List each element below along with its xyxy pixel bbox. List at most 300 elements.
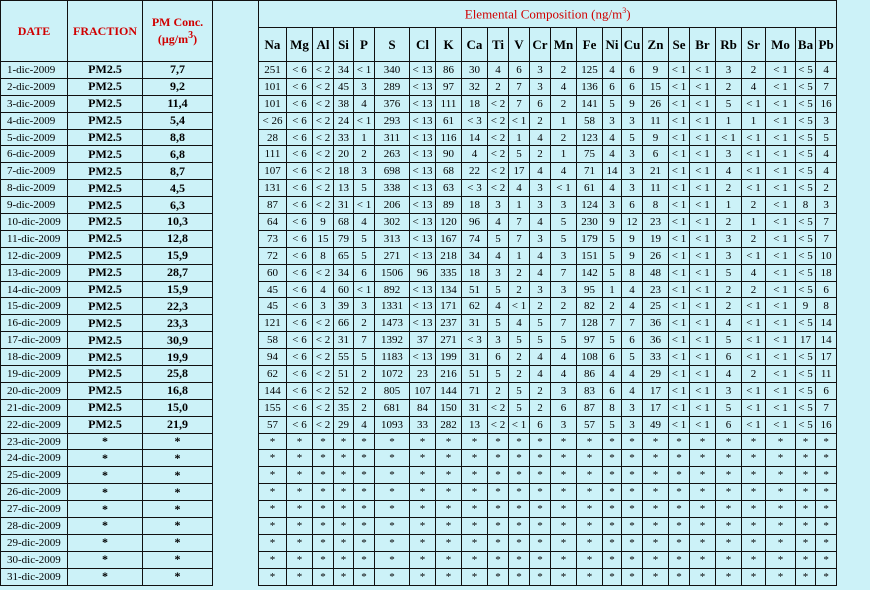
value-cell-mn: * — [551, 551, 577, 568]
value-cell-cr: 4 — [530, 366, 551, 383]
value-cell-cl: < 13 — [410, 247, 436, 264]
value-cell-na: * — [259, 534, 287, 551]
value-cell-fe: * — [577, 450, 603, 467]
value-cell-cl: < 13 — [410, 180, 436, 197]
value-cell-mn: 2 — [551, 95, 577, 112]
value-cell-se: * — [669, 501, 690, 518]
value-cell-s: 271 — [375, 247, 410, 264]
value-cell-cu: 6 — [622, 197, 643, 214]
element-header-rb: Rb — [716, 28, 742, 62]
fraction-cell: PM2.5 — [68, 95, 143, 112]
value-cell-br: < 1 — [690, 315, 716, 332]
value-cell-al: * — [313, 501, 334, 518]
value-cell-fe: 142 — [577, 264, 603, 281]
table-row — [1, 62, 837, 79]
value-cell-cu: * — [622, 534, 643, 551]
value-cell-cu: 8 — [622, 264, 643, 281]
value-cell-cr: 2 — [530, 382, 551, 399]
header-pm-conc — [143, 1, 213, 62]
value-cell-v: * — [509, 568, 530, 585]
value-cell-ni: 14 — [603, 163, 622, 180]
value-cell-rb: 5 — [716, 95, 742, 112]
element-header-zn: Zn — [643, 28, 669, 62]
value-cell-br: < 1 — [690, 214, 716, 231]
value-cell-mg: < 6 — [287, 315, 313, 332]
value-cell-al: < 2 — [313, 315, 334, 332]
value-cell-s: 1392 — [375, 332, 410, 349]
fraction-cell: PM2.5 — [68, 214, 143, 231]
value-cell-mn: 3 — [551, 247, 577, 264]
value-cell-zn: 17 — [643, 399, 669, 416]
value-cell-k: * — [436, 568, 462, 585]
value-cell-cu: 9 — [622, 247, 643, 264]
value-cell-pb: 4 — [816, 146, 837, 163]
value-cell-v: 5 — [509, 399, 530, 416]
value-cell-si: 35 — [334, 399, 354, 416]
value-cell-sr: < 1 — [742, 315, 766, 332]
value-cell-v: * — [509, 433, 530, 450]
value-cell-se: < 1 — [669, 366, 690, 383]
value-cell-ba: < 5 — [796, 349, 816, 366]
value-cell-ni: * — [603, 568, 622, 585]
value-cell-na: 73 — [259, 230, 287, 247]
value-cell-cr: 4 — [530, 247, 551, 264]
value-cell-br: < 1 — [690, 349, 716, 366]
value-cell-na: 72 — [259, 247, 287, 264]
value-cell-zn: 36 — [643, 332, 669, 349]
value-cell-rb: 4 — [716, 163, 742, 180]
value-cell-rb: * — [716, 450, 742, 467]
value-cell-cu: * — [622, 501, 643, 518]
spacer-cell — [213, 214, 259, 231]
value-cell-fe: 141 — [577, 95, 603, 112]
value-cell-cl: < 13 — [410, 214, 436, 231]
value-cell-ni: 5 — [603, 95, 622, 112]
value-cell-se: < 1 — [669, 163, 690, 180]
value-cell-cr: 3 — [530, 62, 551, 79]
value-cell-ca: 14 — [462, 129, 488, 146]
value-cell-ca: * — [462, 518, 488, 535]
value-cell-rb: 3 — [716, 146, 742, 163]
value-cell-ba: < 5 — [796, 315, 816, 332]
value-cell-k: * — [436, 551, 462, 568]
value-cell-mg: * — [287, 484, 313, 501]
value-cell-mo: < 1 — [766, 230, 796, 247]
value-cell-ba: < 5 — [796, 129, 816, 146]
element-header-mg: Mg — [287, 28, 313, 62]
element-header-si: Si — [334, 28, 354, 62]
value-cell-br: < 1 — [690, 416, 716, 433]
value-cell-cl: < 13 — [410, 349, 436, 366]
value-cell-cr: 6 — [530, 95, 551, 112]
element-header-k: K — [436, 28, 462, 62]
value-cell-ca: 51 — [462, 281, 488, 298]
value-cell-al: < 2 — [313, 180, 334, 197]
value-cell-zn: * — [643, 467, 669, 484]
value-cell-ba: < 5 — [796, 366, 816, 383]
fraction-cell: PM2.5 — [68, 264, 143, 281]
value-cell-pb: * — [816, 518, 837, 535]
pm-conc-cell: 30,9 — [143, 332, 213, 349]
value-cell-v: 2 — [509, 264, 530, 281]
date-cell: 27-dic-2009 — [1, 501, 68, 518]
value-cell-al: < 2 — [313, 399, 334, 416]
value-cell-k: * — [436, 484, 462, 501]
pm-conc-cell: 15,0 — [143, 399, 213, 416]
value-cell-na: * — [259, 484, 287, 501]
pm-conc-cell: * — [143, 534, 213, 551]
value-cell-ba: * — [796, 433, 816, 450]
value-cell-pb: 3 — [816, 112, 837, 129]
value-cell-se: < 1 — [669, 382, 690, 399]
element-header-s: S — [375, 28, 410, 62]
value-cell-rb: 2 — [716, 180, 742, 197]
value-cell-ba: < 5 — [796, 416, 816, 433]
fraction-cell: PM2.5 — [68, 146, 143, 163]
value-cell-s: * — [375, 433, 410, 450]
value-cell-sr: * — [742, 534, 766, 551]
value-cell-na: * — [259, 568, 287, 585]
value-cell-k: * — [436, 534, 462, 551]
pm-conc-cell: * — [143, 450, 213, 467]
value-cell-ni: 4 — [603, 146, 622, 163]
value-cell-ba: * — [796, 501, 816, 518]
value-cell-si: * — [334, 433, 354, 450]
value-cell-se: * — [669, 568, 690, 585]
value-cell-ti: 2 — [488, 78, 509, 95]
value-cell-cr: 3 — [530, 281, 551, 298]
fraction-cell: PM2.5 — [68, 349, 143, 366]
value-cell-mn: 2 — [551, 129, 577, 146]
value-cell-sr: < 1 — [742, 146, 766, 163]
pm-conc-cell: * — [143, 551, 213, 568]
value-cell-mn: 4 — [551, 78, 577, 95]
pm-conc-cell: 19,9 — [143, 349, 213, 366]
value-cell-br: * — [690, 450, 716, 467]
value-cell-cr: * — [530, 450, 551, 467]
value-cell-ti: 3 — [488, 264, 509, 281]
value-cell-p: 4 — [354, 95, 375, 112]
value-cell-ca: 74 — [462, 230, 488, 247]
value-cell-v: 4 — [509, 180, 530, 197]
value-cell-pb: 16 — [816, 416, 837, 433]
table-row — [1, 112, 837, 129]
value-cell-mg: * — [287, 534, 313, 551]
value-cell-ni: 4 — [603, 366, 622, 383]
value-cell-p: 2 — [354, 146, 375, 163]
value-cell-ni: * — [603, 484, 622, 501]
value-cell-ti: < 2 — [488, 129, 509, 146]
value-cell-ti: * — [488, 534, 509, 551]
value-cell-zn: 33 — [643, 349, 669, 366]
value-cell-mo: * — [766, 518, 796, 535]
value-cell-br: * — [690, 518, 716, 535]
value-cell-sr: 2 — [742, 62, 766, 79]
value-cell-cl: < 13 — [410, 146, 436, 163]
value-cell-zn: 29 — [643, 366, 669, 383]
table-row — [1, 399, 837, 416]
value-cell-mo: < 1 — [766, 349, 796, 366]
value-cell-br: * — [690, 534, 716, 551]
value-cell-s: 376 — [375, 95, 410, 112]
value-cell-mo: * — [766, 484, 796, 501]
value-cell-ti: 6 — [488, 349, 509, 366]
value-cell-se: < 1 — [669, 129, 690, 146]
value-cell-mn: < 1 — [551, 180, 577, 197]
value-cell-mo: * — [766, 433, 796, 450]
fraction-cell: * — [68, 450, 143, 467]
pm-conc-cell: * — [143, 518, 213, 535]
fraction-cell: PM2.5 — [68, 62, 143, 79]
element-header-cl: Cl — [410, 28, 436, 62]
table-row — [1, 349, 837, 366]
value-cell-v: 4 — [509, 315, 530, 332]
pm-conc-cell: 23,3 — [143, 315, 213, 332]
value-cell-mg: * — [287, 568, 313, 585]
value-cell-v: < 1 — [509, 298, 530, 315]
value-cell-cr: 5 — [530, 315, 551, 332]
value-cell-sr: < 1 — [742, 129, 766, 146]
value-cell-cu: * — [622, 551, 643, 568]
value-cell-cl: < 13 — [410, 315, 436, 332]
pm-conc-cell: 8,7 — [143, 163, 213, 180]
value-cell-zn: * — [643, 501, 669, 518]
value-cell-cl: < 13 — [410, 112, 436, 129]
date-cell: 18-dic-2009 — [1, 349, 68, 366]
value-cell-na: 94 — [259, 349, 287, 366]
value-cell-cr: 2 — [530, 112, 551, 129]
value-cell-fe: 108 — [577, 349, 603, 366]
value-cell-fe: * — [577, 568, 603, 585]
value-cell-p: * — [354, 484, 375, 501]
value-cell-ni: * — [603, 518, 622, 535]
value-cell-cr: * — [530, 467, 551, 484]
value-cell-rb: 4 — [716, 315, 742, 332]
date-cell: 20-dic-2009 — [1, 382, 68, 399]
value-cell-si: * — [334, 467, 354, 484]
value-cell-rb: 6 — [716, 349, 742, 366]
value-cell-mn: * — [551, 568, 577, 585]
value-cell-s: * — [375, 551, 410, 568]
value-cell-cr: * — [530, 551, 551, 568]
value-cell-se: < 1 — [669, 146, 690, 163]
value-cell-s: 311 — [375, 129, 410, 146]
pm-conc-cell: 4,5 — [143, 180, 213, 197]
value-cell-na: 64 — [259, 214, 287, 231]
value-cell-ba: < 5 — [796, 112, 816, 129]
value-cell-mn: * — [551, 450, 577, 467]
value-cell-p: * — [354, 433, 375, 450]
value-cell-mn: 2 — [551, 62, 577, 79]
spacer-cell — [213, 95, 259, 112]
value-cell-s: * — [375, 501, 410, 518]
value-cell-sr: 2 — [742, 230, 766, 247]
spacer-cell — [213, 518, 259, 535]
value-cell-mg: < 6 — [287, 349, 313, 366]
value-cell-na: 57 — [259, 416, 287, 433]
value-cell-sr: * — [742, 484, 766, 501]
value-cell-v: * — [509, 450, 530, 467]
value-cell-s: * — [375, 450, 410, 467]
pm-conc-cell: 11,4 — [143, 95, 213, 112]
value-cell-al: * — [313, 518, 334, 535]
value-cell-v: 2 — [509, 349, 530, 366]
table-row — [1, 416, 837, 433]
value-cell-na: 62 — [259, 366, 287, 383]
value-cell-sr: * — [742, 501, 766, 518]
table-row — [1, 518, 837, 535]
value-cell-mg: < 6 — [287, 62, 313, 79]
value-cell-fe: * — [577, 518, 603, 535]
value-cell-cu: 5 — [622, 129, 643, 146]
value-cell-k: 90 — [436, 146, 462, 163]
value-cell-mn: * — [551, 484, 577, 501]
value-cell-br: * — [690, 467, 716, 484]
value-cell-cr: 4 — [530, 349, 551, 366]
value-cell-rb: * — [716, 484, 742, 501]
value-cell-v: < 1 — [509, 416, 530, 433]
value-cell-mg: < 6 — [287, 366, 313, 383]
table-row — [1, 180, 837, 197]
value-cell-se: < 1 — [669, 214, 690, 231]
value-cell-ba: * — [796, 484, 816, 501]
value-cell-mn: * — [551, 433, 577, 450]
value-cell-al: < 2 — [313, 197, 334, 214]
value-cell-rb: 1 — [716, 112, 742, 129]
date-cell: 29-dic-2009 — [1, 534, 68, 551]
pm-conc-cell: * — [143, 433, 213, 450]
value-cell-v: 1 — [509, 247, 530, 264]
value-cell-si: 20 — [334, 146, 354, 163]
value-cell-mg: * — [287, 467, 313, 484]
value-cell-al: < 2 — [313, 349, 334, 366]
value-cell-mo: < 1 — [766, 281, 796, 298]
value-cell-si: 18 — [334, 163, 354, 180]
value-cell-v: 1 — [509, 129, 530, 146]
value-cell-mn: 1 — [551, 146, 577, 163]
value-cell-k: 150 — [436, 399, 462, 416]
value-cell-s: 206 — [375, 197, 410, 214]
element-header-ca: Ca — [462, 28, 488, 62]
value-cell-ni: 8 — [603, 399, 622, 416]
value-cell-mg: < 6 — [287, 416, 313, 433]
value-cell-cu: * — [622, 433, 643, 450]
value-cell-cr: 6 — [530, 416, 551, 433]
value-cell-v: 7 — [509, 230, 530, 247]
value-cell-zn: 49 — [643, 416, 669, 433]
value-cell-s: 1331 — [375, 298, 410, 315]
value-cell-ni: * — [603, 450, 622, 467]
element-header-cr: Cr — [530, 28, 551, 62]
value-cell-mn: 5 — [551, 214, 577, 231]
value-cell-cu: 5 — [622, 349, 643, 366]
value-cell-ba: < 5 — [796, 163, 816, 180]
value-cell-br: < 1 — [690, 62, 716, 79]
value-cell-zn: * — [643, 568, 669, 585]
date-cell: 16-dic-2009 — [1, 315, 68, 332]
value-cell-ti: * — [488, 518, 509, 535]
element-header-v: V — [509, 28, 530, 62]
value-cell-pb: 7 — [816, 399, 837, 416]
value-cell-cr: 3 — [530, 180, 551, 197]
value-cell-mg: < 6 — [287, 112, 313, 129]
value-cell-sr: * — [742, 433, 766, 450]
value-cell-ti: * — [488, 433, 509, 450]
value-cell-na: * — [259, 450, 287, 467]
value-cell-cu: 7 — [622, 315, 643, 332]
date-cell: 11-dic-2009 — [1, 230, 68, 247]
date-cell: 24-dic-2009 — [1, 450, 68, 467]
value-cell-k: * — [436, 518, 462, 535]
date-cell: 8-dic-2009 — [1, 180, 68, 197]
spacer-cell — [213, 501, 259, 518]
date-cell: 1-dic-2009 — [1, 62, 68, 79]
value-cell-al: * — [313, 484, 334, 501]
fraction-cell: * — [68, 467, 143, 484]
value-cell-se: < 1 — [669, 416, 690, 433]
value-cell-cr: 3 — [530, 197, 551, 214]
value-cell-ba: < 5 — [796, 382, 816, 399]
value-cell-mn: 1 — [551, 112, 577, 129]
value-cell-se: * — [669, 534, 690, 551]
value-cell-cl: 107 — [410, 382, 436, 399]
value-cell-ba: < 5 — [796, 146, 816, 163]
value-cell-mg: < 6 — [287, 95, 313, 112]
value-cell-k: 63 — [436, 180, 462, 197]
value-cell-mo: < 1 — [766, 146, 796, 163]
value-cell-cr: 2 — [530, 399, 551, 416]
value-cell-cr: * — [530, 534, 551, 551]
value-cell-br: < 1 — [690, 230, 716, 247]
value-cell-al: < 2 — [313, 62, 334, 79]
value-cell-cu: 6 — [622, 78, 643, 95]
value-cell-s: 338 — [375, 180, 410, 197]
spacer-cell — [213, 433, 259, 450]
value-cell-ca: * — [462, 484, 488, 501]
value-cell-mg: * — [287, 551, 313, 568]
value-cell-ca: 71 — [462, 382, 488, 399]
value-cell-k: 171 — [436, 298, 462, 315]
value-cell-pb: * — [816, 484, 837, 501]
spacer-cell — [213, 467, 259, 484]
fraction-cell: PM2.5 — [68, 332, 143, 349]
value-cell-se: < 1 — [669, 197, 690, 214]
date-cell: 19-dic-2009 — [1, 366, 68, 383]
value-cell-sr: 1 — [742, 112, 766, 129]
table-row — [1, 264, 837, 281]
value-cell-cl: < 13 — [410, 129, 436, 146]
value-cell-ca: 31 — [462, 399, 488, 416]
element-header-ti: Ti — [488, 28, 509, 62]
value-cell-se: < 1 — [669, 95, 690, 112]
value-cell-s: 293 — [375, 112, 410, 129]
value-cell-k: 167 — [436, 230, 462, 247]
value-cell-k: * — [436, 433, 462, 450]
value-cell-sr: * — [742, 467, 766, 484]
value-cell-mo: * — [766, 551, 796, 568]
pm-conc-cell: 8,8 — [143, 129, 213, 146]
value-cell-ni: * — [603, 433, 622, 450]
value-cell-mn: 3 — [551, 416, 577, 433]
value-cell-na: 155 — [259, 399, 287, 416]
value-cell-pb: 6 — [816, 382, 837, 399]
element-header-fe: Fe — [577, 28, 603, 62]
value-cell-pb: 5 — [816, 129, 837, 146]
value-cell-br: < 1 — [690, 399, 716, 416]
value-cell-sr: < 1 — [742, 349, 766, 366]
value-cell-mo: < 1 — [766, 247, 796, 264]
value-cell-s: 1072 — [375, 366, 410, 383]
